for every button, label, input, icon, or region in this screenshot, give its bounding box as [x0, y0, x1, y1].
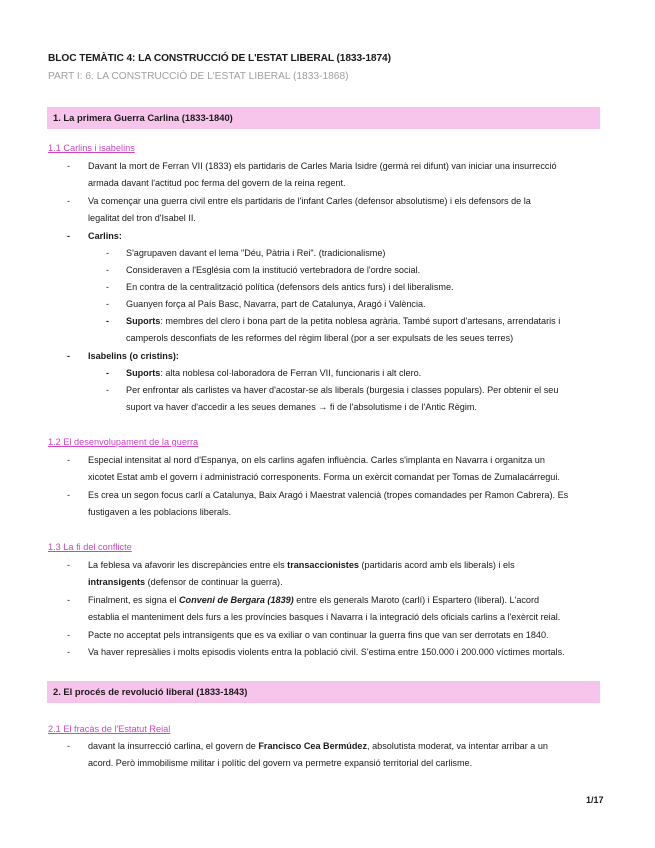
- list-dash: -: [67, 741, 71, 751]
- subsection-1-1-heading: 1.1 Carlins i isabelins: [48, 143, 135, 153]
- list-item-carlins: Carlins:: [88, 231, 122, 241]
- list-dash: -: [67, 647, 71, 657]
- subsection-1-2-heading: 1.2 El desenvolupament de la guerra: [48, 437, 199, 447]
- list-item: La feblesa va afavorir les discrepàncies entre els transaccionistes (partidaris acord amb els liberals) i els intransigents (defensor de continuar la guerra).: [88, 560, 515, 588]
- list-dash: -: [67, 161, 71, 171]
- list-item: Especial intensitat al nord d'Espanya, on els carlins agafen influència. Carles s'implanta en Navarra i organitza un xicotet Estat amb el govern i administració corresponents. Forma un exèrcit comandat per Tomas de Zumalacárregui.: [88, 455, 560, 483]
- subsection-2-1-heading: 2.1 El fracàs de l'Estatut Reial: [48, 724, 171, 734]
- list-item: Finalment, es signa el Conveni de Bergara (1839) entre els generals Maroto (carlí) i Espartero (liberal). L'acord establia el manteniment dels furs a les províncies basques i Navarra i la integració dels oficials carlins a l'exèrcit reial.: [88, 595, 561, 623]
- subsection-1-3-heading: 1.3 La fi del conflicte: [48, 542, 132, 552]
- document-title: BLOC TEMÀTIC 4: LA CONSTRUCCIÓ DE L'ESTAT LIBERAL (1833-1874): [48, 53, 391, 64]
- list-item-isabelins: Isabelins (o cristins):: [88, 351, 179, 361]
- list-dash: -: [67, 455, 71, 465]
- list-dash: -: [67, 196, 71, 206]
- list-dash: -: [106, 299, 110, 309]
- list-item: Davant la mort de Ferran VII (1833) els partidaris de Carles Maria Isidre (germà rei difunt) van iniciar una insurrecció armada davant l'actitud poc ferma del govern de la reina regent.: [88, 161, 557, 189]
- list-item: Pacte no acceptat pels intransigents que es va exiliar o van continuar la guerra fins que van ser derrotats en 1840.: [88, 630, 549, 640]
- list-bullet: -: [67, 351, 70, 361]
- list-dash: -: [106, 282, 110, 292]
- document-subtitle: PART I: 6. LA CONSTRUCCIÓ DE L'ESTAT LIBERAL (1833-1868): [48, 71, 349, 82]
- list-bullet: -: [67, 231, 70, 241]
- list-bullet: -: [106, 316, 109, 326]
- section-2-heading: 2. El procés de revolució liberal (1833-1843): [47, 681, 600, 703]
- list-item: Per enfrontar als carlistes va haver d'acostar-se als liberals (burgesia i classes populars). Per obtenir el seu suport va haver d'accedir a les seues demanes → fi de l'absolutisme i de l'Antic Règim.: [126, 385, 559, 413]
- list-item: Consideraven a l'Església com la institució vertebradora de l'ordre social.: [126, 265, 421, 275]
- list-dash: -: [67, 595, 71, 605]
- list-dash: -: [67, 560, 71, 570]
- list-item: davant la insurrecció carlina, el govern de Francisco Cea Bermúdez, absolutista moderat, va intentar arribar a un acord. Però immobilisme militar i polític del govern va permetre expansió territorial del carlisme.: [88, 741, 548, 769]
- list-item: Es crea un segon focus carlí a Catalunya, Baix Aragó i Maestrat valencià (tropes comandades per Ramon Cabrera). Es fustigaven a les poblacions liberals.: [88, 490, 569, 518]
- list-item: Suports: membres del clero i bona part de la petita noblesa agrària. També suport d'artesans, arrendataris i camperols desconfiats de les reformes del règim liberal (por a ser expulsats de les seues terres): [126, 316, 561, 344]
- list-bullet: -: [106, 368, 109, 378]
- list-item: Guanyen força al País Basc, Navarra, part de Catalunya, Aragó i València.: [126, 299, 426, 309]
- list-item: En contra de la centralització política (defensors dels antics furs) i del liberalisme.: [126, 282, 454, 292]
- list-dash: -: [67, 630, 71, 640]
- page-number: 1/17: [586, 795, 604, 805]
- list-dash: -: [106, 265, 110, 275]
- list-dash: -: [67, 490, 71, 500]
- list-dash: -: [106, 248, 110, 258]
- list-item: Suports: alta noblesa col·laboradora de Ferran VII, funcionaris i alt clero.: [126, 368, 422, 378]
- section-1-heading: 1. La primera Guerra Carlina (1833-1840): [47, 107, 600, 129]
- list-item: Va haver represàlies i molts episodis violents entra la població civil. S'estima entre 150.000 i 200.000 víctimes mortals.: [88, 647, 565, 657]
- list-item: S'agrupaven davant el lema "Déu, Pàtria i Rei". (tradicionalisme): [126, 248, 386, 258]
- list-dash: -: [106, 385, 110, 395]
- list-item: Va començar una guerra civil entre els partidaris de l'infant Carles (defensor absolutisme) i els defensors de la legalitat del tron d'Isabel II.: [88, 196, 531, 224]
